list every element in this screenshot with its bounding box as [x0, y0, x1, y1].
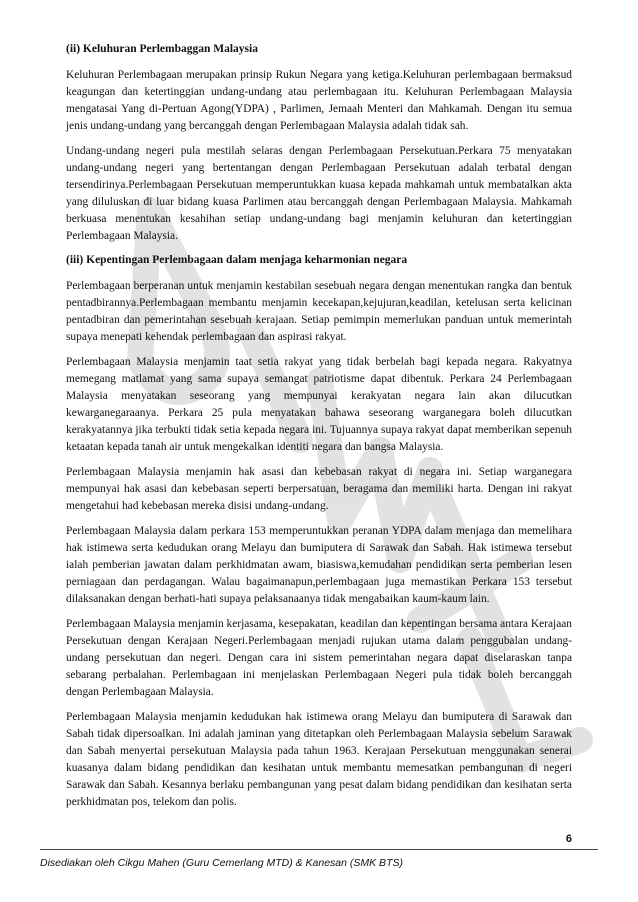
main-content	[66, 42, 572, 819]
paragraph-7: Perlembagaan Malaysia menjamin kerjasama, kesepakatan, keadilan dan kepentingan bersama antara Kerajaan Persekutuan dengan Kerajaan Negeri.Perlembagaan menjadi rujukan utama dalam penggubalan undang-undang persekutuan dan negeri. Dengan cara ini sistem pemerintahan negara dapat diselaraskan tanpa sebarang perbalahan. Perlembagaan ini menjelaskan Perlembagaan Negeri pula tidak boleh bercanggah dengan Perlembagaan Malaysia.	[66, 618, 572, 698]
section-heading-kepentingan: (iii) Kepentingan Perlembagaan dalam menjaga keharmonian negara	[66, 254, 408, 266]
section-heading-keluhuran: (ii) Keluhuran Perlembaggan Malaysia	[66, 43, 258, 55]
paragraph-1: Keluhuran Perlembagaan merupakan prinsip Rukun Negara yang ketiga.Keluhuran perlembagaan bermaksud keagungan dan ketertinggian undang-undang atau perlembagaan itu. Keluhuran Perlembagaan Malaysia mengatasai Yang di-Pertuan Agong(YDPA) , Parlimen, Jemaah Menteri dan Mahkamah. Dengan itu semua jenis undang-undang yang bercanggah dengan Perlembagaan Malaysia adalah tidak sah.	[66, 69, 572, 132]
paragraph-5: Perlembagaan Malaysia menjamin hak asasi dan kebebasan rakyat di negara ini. Setiap warganegara mempunyai hak asasi dan kebebasan seperti berpersatuan, beragama dan memiliki harta. Dengan ini rakyat mengetahui had kebebasan mereka disisi undang-undang.	[66, 466, 572, 512]
paragraph-2: Undang-undang negeri pula mestilah selaras dengan Perlembagaan Persekutuan.Perkara 75 menyatakan undang-undang negeri yang bertentangan dengan Perlembagaan Persekutuan adalah terbatal dengan tersendirinya.Perlembagaan Persekutuan memperuntukkan kuasa kepada mahkamah untuk membatalkan akta yang diluluskan di luar bidang kuasa Parlimen atau bercanggah dengan Perlembagaan Malaysia. Mahkamah berkuasa menentukan kesahihan setiap undang-undang bagi menjamin keluhuran dan ketertinggian Perlembagaan Malaysia.	[66, 145, 572, 242]
paragraph-6: Perlembagaan Malaysia dalam perkara 153 memperuntukkan peranan YDPA dalam menjaga dan memelihara hak istimewa serta kedudukan orang Melayu dan bumiputera di Sarawak dan Sabah. Hak istimewa tersebut ialah pemberian jawatan dalam perkhidmatan awam, biasiswa,kemudahan pendidikan serta pemberian lesen perniagaan dan perdagangan. Walau bagaimanapun,perlembagaan juga memastikan Perkara 153 tersebut dilaksanakan dengan berhati-hati supaya pelaksanaanya tidak mengabaikan kaum-kaum lain.	[66, 525, 572, 605]
footer-credit: Disediakan oleh Cikgu Mahen (Guru Cemerlang MTD) & Kanesan (SMK BTS)	[40, 857, 403, 869]
paragraph-3: Perlembagaan berperanan untuk menjamin kestabilan sesebuah negara dengan menentukan rangka dan bentuk pentadbirannya.Perlembagaan membantu menjamin kecekapan,kejujuran,keadilan, ketelusan serta kelicinan pentadbiran dan pemerintahan sesebuah kerajaan. Setiap pemimpin memerlukan panduan untuk memerintah supaya menepati kehendak perlembagaan dan aspirasi rakyat.	[66, 280, 572, 343]
paragraph-8: Perlembagaan Malaysia menjamin kedudukan hak istimewa orang Melayu dan bumiputera di Sarawak dan Sabah tidak dipersoalkan. Ini adalah jaminan yang ditetapkan oleh Perlembagaan Malaysia sebelum Sarawak dan Sabah menyertai persekutuan Malaysia pada tahun 1963. Kerajaan Persekutuan menggunakan senerai kuasanya dalam bidang pendidikan dan kesihatan untuk membantu memesatkan pembangunan di negeri Sarawak dan Sabah. Kesannya berlaku pembangunan yang pesat dalam bidang pendidikan dan kesihatan serta perkhidmatan pos, telekom dan polis.	[66, 711, 572, 808]
paragraph-4: Perlembagaan Malaysia menjamin taat setia rakyat yang tidak berbelah bagi kepada negara. Rakyatnya memegang matlamat yang sama supaya semangat patriotisme dapat dibentuk. Perkara 24 Perlembagaan Malaysia menyatakan seseorang yang mempunyai kerakyatan negara lain akan dilucutkan kewarganegaraanya. Perkara 25 pula menyatakan bahawa seseorang warganegara boleh dilucutkan kerakyatannya jika terbukti tidak setia kepada negara ini. Tujuannya supaya rakyat dapat memberikan sepenuh ketaatan kepada tanah air untuk mengekalkan identiti negara dan bangsa Malaysia.	[66, 356, 572, 453]
footer-divider	[40, 849, 598, 850]
page-number: 6	[565, 833, 572, 845]
